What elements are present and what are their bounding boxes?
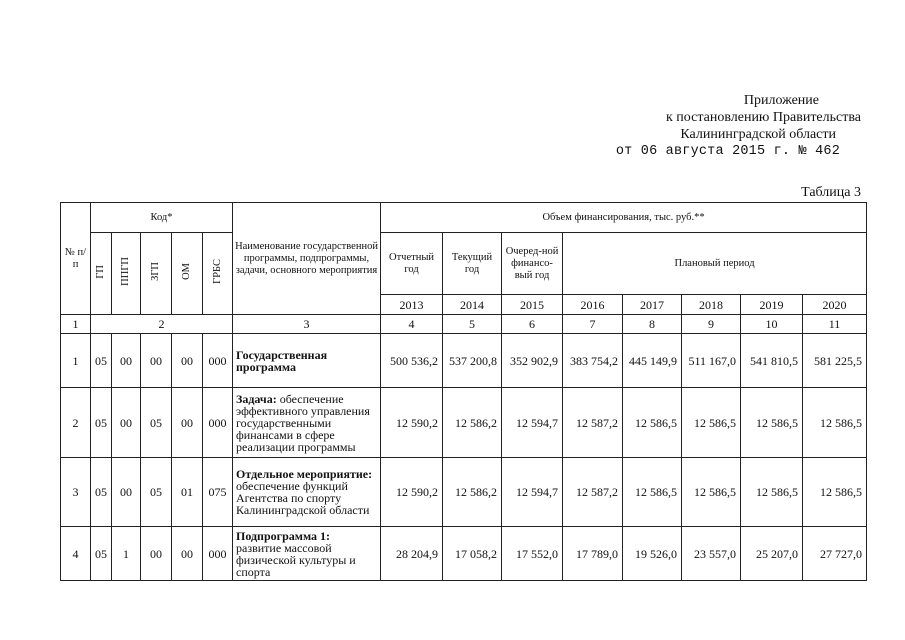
- header-row-number: № п/п: [61, 203, 91, 315]
- header-current-year: Текущий год: [443, 233, 502, 295]
- row-name: Задача: обеспечение эффективного управления государственными финансами в сфере реализации программы: [233, 388, 381, 458]
- header-code-zgp: ЗГП: [141, 233, 172, 315]
- code-zgp: 05: [141, 458, 172, 527]
- appendix-region-line: Калининградской области: [680, 127, 836, 142]
- code-om: 00: [172, 334, 203, 388]
- table-row: [61, 458, 867, 527]
- appendix-date-line: от 06 августа 2015 г. № 462: [615, 144, 840, 159]
- code-gp: 05: [91, 458, 112, 527]
- row-name: Отдельное мероприятие: обеспечение функций Агентства по спорту Калининградской области: [233, 458, 381, 527]
- year-cell: 2020: [803, 295, 867, 315]
- value-cell: 500 536,2: [381, 334, 443, 388]
- value-cell: 12 594,7: [502, 458, 563, 527]
- value-cell: 17 552,0: [502, 527, 563, 581]
- code-ppgp: 00: [112, 388, 141, 458]
- table-row: [61, 527, 867, 581]
- code-grbs: 000: [203, 527, 233, 581]
- year-cell: 2016: [563, 295, 623, 315]
- code-om: 00: [172, 527, 203, 581]
- header-financing: Объем финансирования, тыс. руб.**: [381, 203, 867, 233]
- value-cell: 12 586,5: [741, 458, 803, 527]
- value-cell: 12 586,5: [623, 458, 682, 527]
- code-om: 00: [172, 388, 203, 458]
- table-row: [61, 334, 867, 388]
- value-cell: 581 225,5: [803, 334, 867, 388]
- code-gp: 05: [91, 334, 112, 388]
- row-name: Государственная программа: [233, 334, 381, 388]
- column-number: 4: [381, 315, 443, 334]
- value-cell: 12 586,5: [803, 458, 867, 527]
- year-cell: 2013: [381, 295, 443, 315]
- value-cell: 12 586,5: [803, 388, 867, 458]
- row-number: 1: [61, 334, 91, 388]
- row-number: 4: [61, 527, 91, 581]
- column-number: 9: [682, 315, 741, 334]
- code-zgp: 00: [141, 527, 172, 581]
- year-cell: 2018: [682, 295, 741, 315]
- code-ppgp: 00: [112, 334, 141, 388]
- row-name: Подпрограмма 1: развитие массовой физической культуры и спорта: [233, 527, 381, 581]
- value-cell: 19 526,0: [623, 527, 682, 581]
- value-cell: 23 557,0: [682, 527, 741, 581]
- value-cell: 12 586,5: [741, 388, 803, 458]
- value-cell: 12 586,5: [623, 388, 682, 458]
- value-cell: 12 590,2: [381, 458, 443, 527]
- code-ppgp: 00: [112, 458, 141, 527]
- header-code-gp: ГП: [91, 233, 112, 315]
- column-number: 6: [502, 315, 563, 334]
- value-cell: 541 810,5: [741, 334, 803, 388]
- value-cell: 12 594,7: [502, 388, 563, 458]
- value-cell: 12 586,5: [682, 458, 741, 527]
- value-cell: 27 727,0: [803, 527, 867, 581]
- header-planned-period: Плановый период: [563, 233, 867, 295]
- column-number: 5: [443, 315, 502, 334]
- column-number: 8: [623, 315, 682, 334]
- value-cell: 17 789,0: [563, 527, 623, 581]
- header-code-group: Код*: [91, 203, 233, 233]
- row-number: 2: [61, 388, 91, 458]
- value-cell: 25 207,0: [741, 527, 803, 581]
- year-cell: 2015: [502, 295, 563, 315]
- column-number: 2: [91, 315, 233, 334]
- column-number: 11: [803, 315, 867, 334]
- value-cell: 12 587,2: [563, 388, 623, 458]
- column-number: 7: [563, 315, 623, 334]
- column-number: 1: [61, 315, 91, 334]
- code-om: 01: [172, 458, 203, 527]
- value-cell: 537 200,8: [443, 334, 502, 388]
- appendix-title: Приложение: [743, 93, 819, 108]
- column-number: 10: [741, 315, 803, 334]
- code-zgp: 00: [141, 334, 172, 388]
- value-cell: 511 167,0: [682, 334, 741, 388]
- value-cell: 12 587,2: [563, 458, 623, 527]
- header-code-om: ОМ: [172, 233, 203, 315]
- header-code-ppgp: ППГП: [112, 233, 141, 315]
- header-reporting-year: Отчетный год: [381, 233, 443, 295]
- value-cell: 12 586,2: [443, 388, 502, 458]
- code-zgp: 05: [141, 388, 172, 458]
- header-next-year: Очеред-ной финансо-вый год: [502, 233, 563, 295]
- code-gp: 05: [91, 527, 112, 581]
- header-code-grbs: ГРБС: [203, 233, 233, 315]
- year-cell: 2017: [623, 295, 682, 315]
- table-row: [61, 388, 867, 458]
- value-cell: 12 590,2: [381, 388, 443, 458]
- value-cell: 12 586,5: [682, 388, 741, 458]
- year-cell: 2014: [443, 295, 502, 315]
- value-cell: 28 204,9: [381, 527, 443, 581]
- value-cell: 352 902,9: [502, 334, 563, 388]
- appendix-decree-line: к постановлению Правительства: [665, 110, 861, 125]
- code-grbs: 000: [203, 388, 233, 458]
- row-number: 3: [61, 458, 91, 527]
- column-number: 3: [233, 315, 381, 334]
- header-name: Наименование государственной программы, подпрограммы, задачи, основного мероприятия: [233, 203, 381, 315]
- value-cell: 445 149,9: [623, 334, 682, 388]
- code-grbs: 075: [203, 458, 233, 527]
- value-cell: 12 586,2: [443, 458, 502, 527]
- table-caption: Таблица 3: [801, 185, 861, 200]
- financing-table: [60, 202, 867, 581]
- code-grbs: 000: [203, 334, 233, 388]
- value-cell: 17 058,2: [443, 527, 502, 581]
- code-ppgp: 1: [112, 527, 141, 581]
- year-cell: 2019: [741, 295, 803, 315]
- value-cell: 383 754,2: [563, 334, 623, 388]
- appendix-header: [561, 92, 861, 160]
- code-gp: 05: [91, 388, 112, 458]
